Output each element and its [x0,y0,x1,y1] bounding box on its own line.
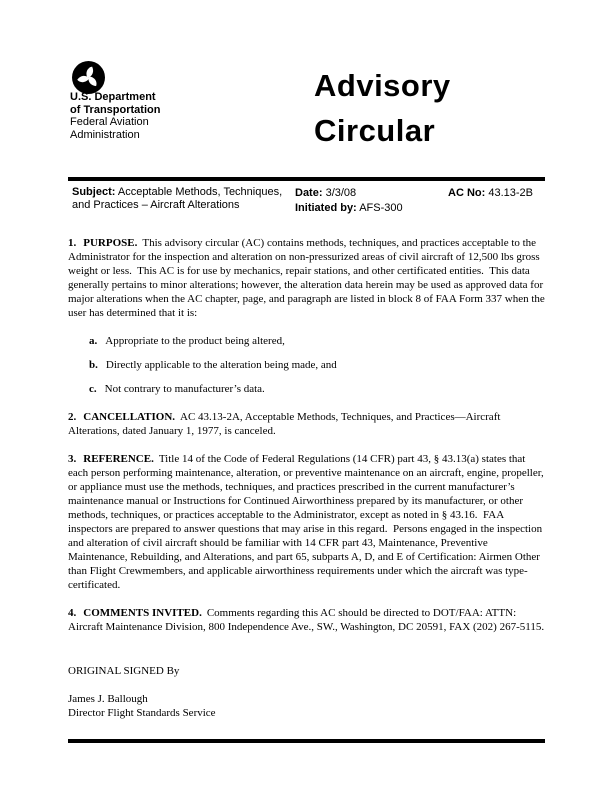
header-rule [68,177,545,181]
date-field [295,186,448,216]
department-block [70,91,160,141]
initiated-by-value: AFS-300 [359,202,403,214]
date-value: 3/3/08 [325,187,357,199]
paragraph-number: 2. [68,411,77,423]
paragraph-number: 3. [68,453,77,465]
paragraph-text: Comments regarding this AC should be directed to DOT/FAA: ATTN: Aircraft Maintenance Division, 800 Independence Ave., SW., Washington, DC 20591, FAX (202) 267-5115. [68,607,545,633]
list-item-b [68,358,546,372]
us-dot-logo-icon [72,61,105,94]
date-label: Date: [295,187,323,199]
subject-label: Subject: [72,186,116,198]
paragraph-comments-invited [68,606,546,634]
signatory-name: James J. Ballough [68,693,148,705]
list-item-c [68,382,546,396]
list-marker: c. [89,383,97,395]
paragraph-heading: PURPOSE. [83,237,138,249]
department-name-line2: of Transportation [70,103,161,116]
footer-rule [68,739,545,743]
agency-name-line1: Federal Aviation [70,116,149,128]
agency-name-line2: Administration [70,128,140,141]
original-signed-note: ORIGINAL SIGNED By [68,665,180,677]
ac-number-value: 43.13-2B [488,187,533,199]
criteria-list [68,334,546,396]
paragraph-reference [68,452,546,592]
document-body [68,236,546,720]
paragraph-text: Title 14 of the Code of Federal Regulations (14 CFR) part 43, § 43.13(a) states that each person performing maintenance, alteration, or preventive maintenance on an aircraft, engine, propeller, or appliance must use the methods, techniques, and practices prescribed in the current manufacturer’s maintenance manual or Instructions for Continued Airworthiness prepared by its manufacturer, or other methods, techniques, or practices acceptable to the Administrator, except as noted in § 43.16. FAA inspectors are prepared to answer questions that may arise in this regard. Persons engaged in the inspection and alteration of civil aircraft should be familiar with 14 CFR part 43, Maintenance, Preventive Maintenance, Rebuilding, and Alterations, and part 65, subparts A, D, and E of Certification: Airmen Other than Flight Crewmembers, and applicable airworthiness requirements under which the aircraft was type-certificated. [68,453,547,591]
paragraph-text: AC 43.13-2A, Acceptable Methods, Techniques, and Practices—Aircraft Alterations, dated January 1, 1977, is canceled. [68,411,503,437]
paragraph-heading: CANCELLATION. [83,411,176,423]
initiated-by-label: Initiated by: [295,202,357,214]
list-marker: a. [89,335,98,347]
paragraph-number: 4. [68,607,77,619]
department-name-line1: U.S. Department [70,91,156,103]
list-item-text: Not contrary to manufacturer’s data. [104,383,265,395]
list-item-a [68,334,546,348]
document-title-line1: Advisory [314,68,451,103]
ac-number-field [448,186,545,216]
list-marker: b. [89,359,98,371]
document-title-line2: Circular [314,113,436,148]
paragraph-purpose [68,236,546,320]
subject-field [72,186,295,216]
signatory-title: Director Flight Standards Service [68,707,216,719]
ac-number-label: AC No: [448,187,486,199]
paragraph-cancellation [68,410,546,438]
paragraph-number: 1. [68,237,77,249]
meta-row [72,186,545,216]
paragraph-heading: COMMENTS INVITED. [83,607,202,619]
document-title [314,63,451,153]
list-item-text: Appropriate to the product being altered, [105,335,285,347]
list-item-text: Directly applicable to the alteration being made, and [105,359,337,371]
subject-value: Acceptable Methods, Techniques, and Practices – Aircraft Alterations [72,186,283,211]
paragraph-text: This advisory circular (AC) contains methods, techniques, and practices acceptable to the Administrator for the inspection and alteration on non-pressurized areas of civil aircraft of 12,500 lbs gross weight or less. This AC is for use by mechanics, repair stations, and other certificated entities. This data generally pertains to minor alterations; however, the alteration data herein may be used as approved data for major alterations when the AC chapter, page, and paragraph are listed in block 8 of FAA Form 337 when the user has determined that it is: [68,237,548,319]
paragraph-heading: REFERENCE. [83,453,154,465]
